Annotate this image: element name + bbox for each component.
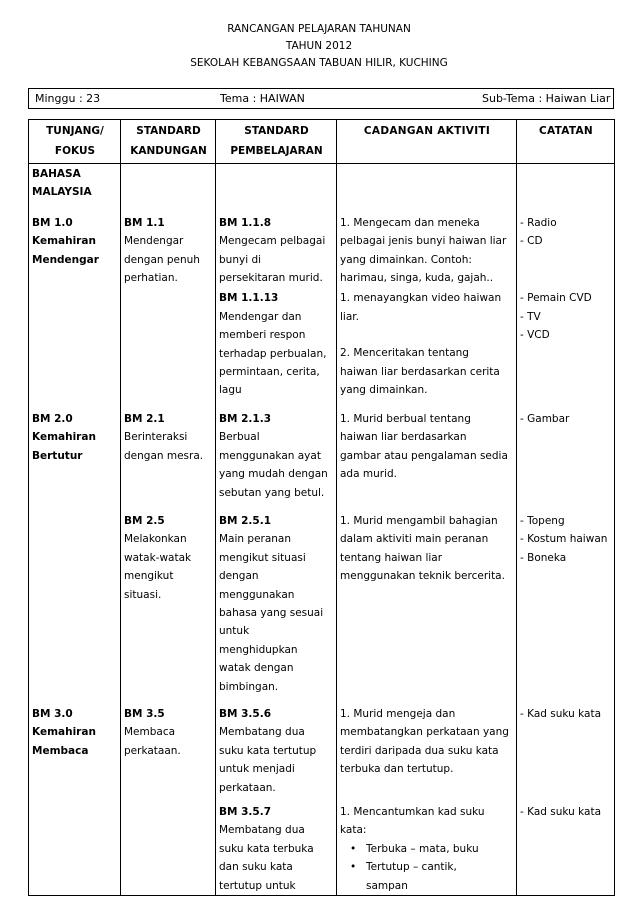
table-row bbox=[29, 287, 615, 399]
kandungan-cell: BM 2.5 Melakonkan watak-watak mengikut situasi. bbox=[121, 502, 216, 696]
table-header-row bbox=[29, 120, 615, 164]
pembelajaran-cell: BM 3.5.6 Membatang dua suku kata tertutup untuk menjadi perkataan. bbox=[216, 696, 337, 797]
pembelajaran-cell: BM 1.1.8 Mengecam pelbagai bunyi di persekitaran murid. bbox=[216, 202, 337, 288]
list-item: • Terbuka – mata, buku bbox=[366, 840, 514, 858]
tunjang-cell: BM 3.0 Kemahiran Membaca bbox=[29, 696, 121, 797]
pembelajaran-cell: BM 2.5.1 Main peranan mengikut situasi dengan menggunakan bahasa yang sesuai untuk menghidupkan watak dengan bimbingan. bbox=[216, 502, 337, 696]
list-item: • Tertutup – cantik, sampan bbox=[366, 858, 514, 895]
aktiviti-cell: 1. Murid mengeja dan membatangkan perkataan yang terdiri daripada dua suku kata terbuka dan tertutup. bbox=[337, 696, 517, 797]
col-header-tunjang: TUNJANG/ FOKUS bbox=[29, 120, 121, 164]
aktiviti-cell: 1. Murid mengambil bahagian dalam aktiviti main peranan tentang haiwan liar menggunakan teknik bercerita. bbox=[337, 502, 517, 696]
tunjang-cell: BM 1.0 Kemahiran Mendengar bbox=[29, 202, 121, 288]
table-row bbox=[29, 400, 615, 502]
subtheme-label: Sub-Tema : Haiwan Liar bbox=[482, 92, 611, 105]
catatan-cell: - Gambar bbox=[517, 400, 615, 502]
kandungan-cell: BM 2.1 Berinteraksi dengan mesra. bbox=[121, 400, 216, 502]
week-label: Minggu : 23 bbox=[35, 92, 101, 105]
catatan-cell: - Radio - CD bbox=[517, 202, 615, 288]
table-row bbox=[29, 797, 615, 896]
syllable-list bbox=[340, 840, 514, 895]
pembelajaran-cell: BM 2.1.3 Berbual menggunakan ayat yang mudah dengan sebutan yang betul. bbox=[216, 400, 337, 502]
kandungan-cell: BM 3.5 Membaca perkataan. bbox=[121, 696, 216, 797]
plan-table bbox=[28, 119, 615, 896]
catatan-cell: - Topeng - Kostum haiwan - Boneka bbox=[517, 502, 615, 696]
catatan-cell: - Kad suku kata bbox=[517, 696, 615, 797]
table-row bbox=[29, 502, 615, 696]
subject-cell: BAHASA MALAYSIA bbox=[29, 164, 121, 202]
col-header-pembelajaran: STANDARD PEMBELAJARAN bbox=[216, 120, 337, 164]
col-header-kandungan: STANDARD KANDUNGAN bbox=[121, 120, 216, 164]
aktiviti-cell: 1. Mencantumkan kad suku kata: • Terbuka – mata, buku • Tertutup – cantik, sampan bbox=[337, 797, 517, 896]
aktiviti-cell: 1. Mengecam dan meneka pelbagai jenis bunyi haiwan liar yang dimainkan. Contoh: harimau, singa, kuda, gajah.. bbox=[337, 202, 517, 288]
col-header-aktiviti: CADANGAN AKTIVITI bbox=[337, 120, 517, 164]
tunjang-cell: BM 2.0 Kemahiran Bertutur bbox=[29, 400, 121, 502]
doc-title: RANCANGAN PELAJARAN TAHUNAN bbox=[227, 23, 411, 35]
table-row bbox=[29, 202, 615, 288]
doc-year: TAHUN 2012 bbox=[285, 40, 353, 52]
table-row bbox=[29, 164, 615, 202]
kandungan-cell: BM 1.1 Mendengar dengan penuh perhatian. bbox=[121, 202, 216, 288]
col-header-catatan: CATATAN bbox=[517, 120, 615, 164]
aktiviti-cell: 1. Murid berbual tentang haiwan liar berdasarkan gambar atau pengalaman sedia ada murid. bbox=[337, 400, 517, 502]
doc-school: SEKOLAH KEBANGSAAN TABUAN HILIR, KUCHING bbox=[190, 57, 448, 69]
catatan-cell: - Kad suku kata bbox=[517, 797, 615, 896]
pembelajaran-cell: BM 1.1.13 Mendengar dan memberi respon terhadap perbualan, permintaan, cerita, lagu bbox=[216, 287, 337, 399]
catatan-cell: - Pemain CVD - TV - VCD bbox=[517, 287, 615, 399]
info-bar bbox=[28, 88, 614, 109]
pembelajaran-cell: BM 3.5.7 Membatang dua suku kata terbuka dan suku kata tertutup untuk bbox=[216, 797, 337, 896]
theme-label: Tema : HAIWAN bbox=[220, 92, 305, 105]
aktiviti-cell: 1. menayangkan video haiwan liar. 2. Menceritakan tentang haiwan liar berdasarkan cerita yang dimainkan. bbox=[337, 287, 517, 399]
table-row bbox=[29, 696, 615, 797]
